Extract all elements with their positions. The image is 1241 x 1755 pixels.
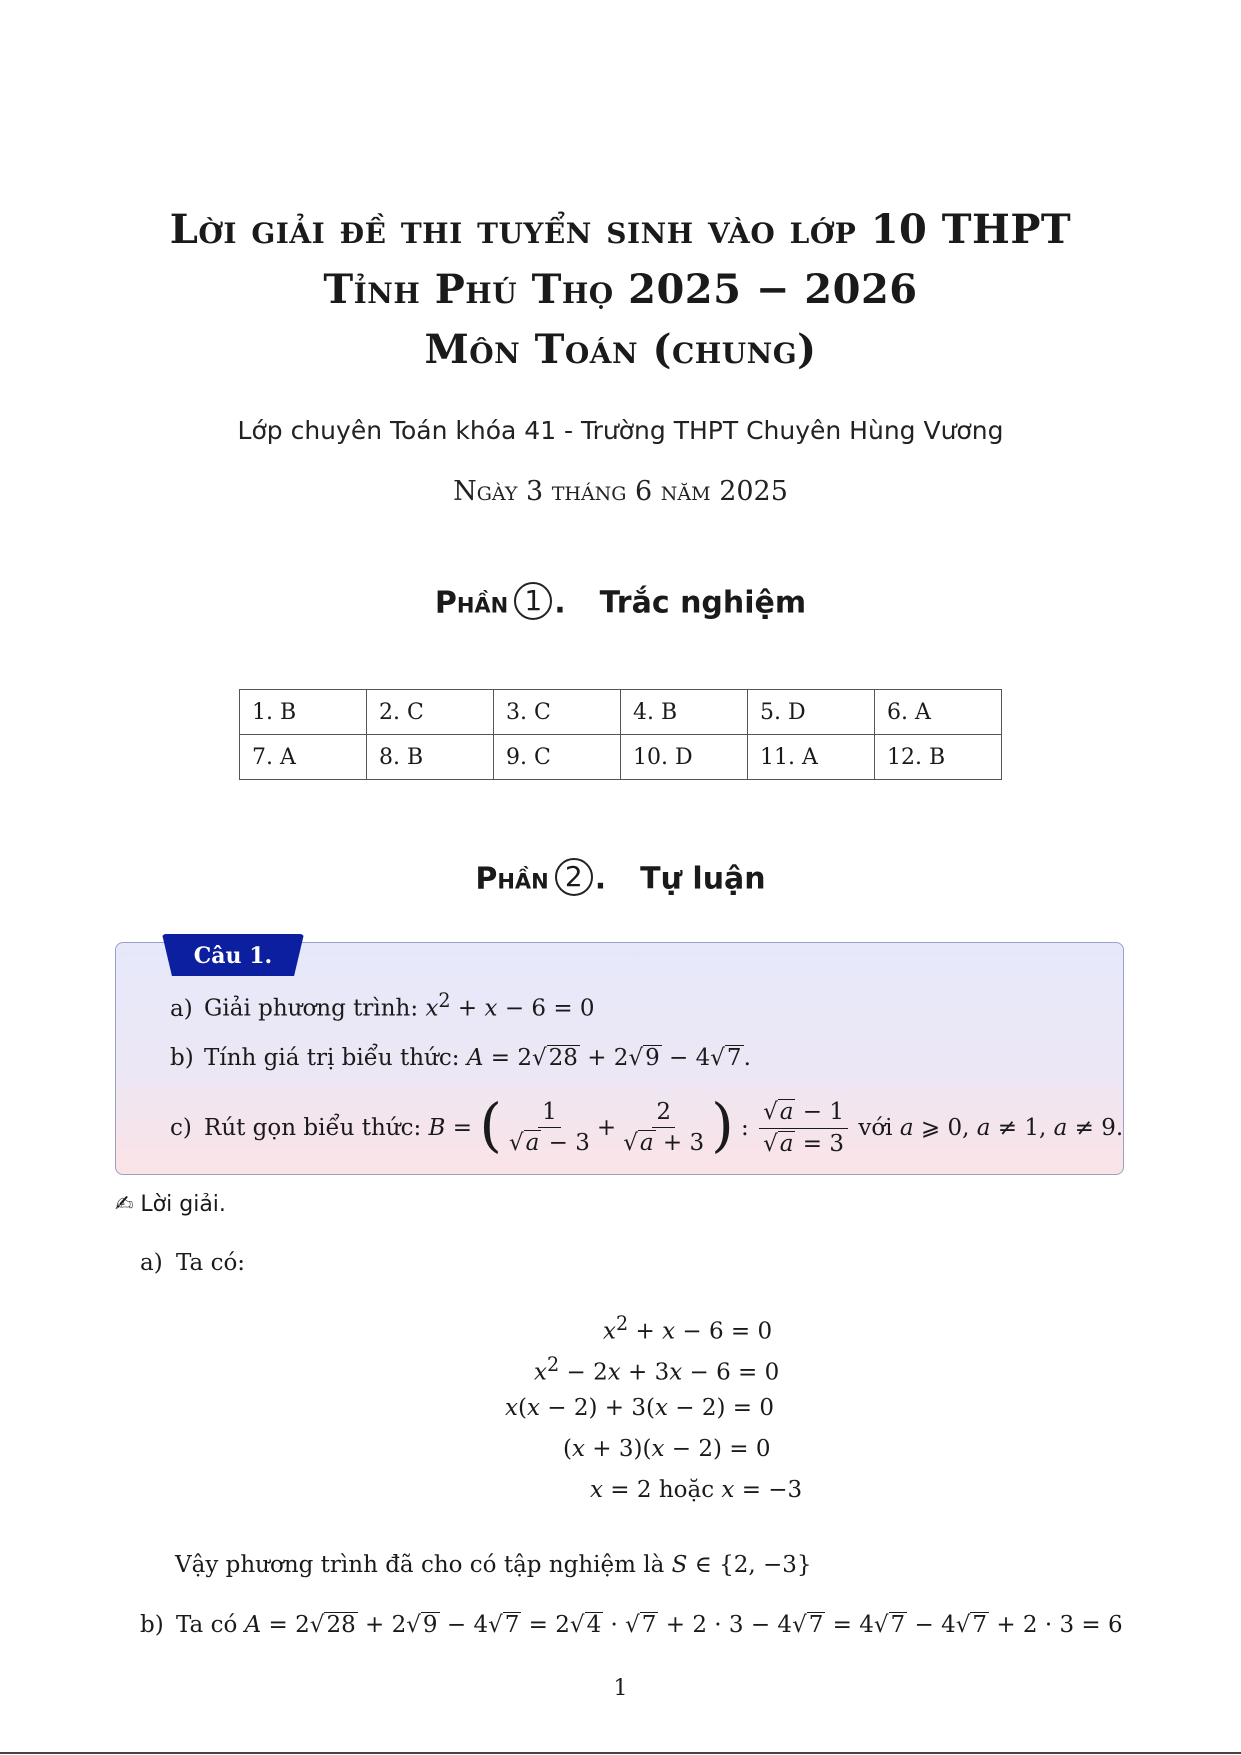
title-line-2: Tỉnh Phú Thọ 2025 − 2026 bbox=[323, 266, 918, 313]
title-line-3: Môn Toán (chung) bbox=[424, 326, 817, 373]
equation-step: x = 2 hoặc x = −3 bbox=[590, 1477, 803, 1503]
answer-cell: 7. A bbox=[240, 735, 367, 780]
answer-cell: 10. D bbox=[621, 735, 748, 780]
equation-step: x(x − 2) + 3(x − 2) = 0 bbox=[505, 1395, 774, 1421]
question-1c: c) Rút gọn biểu thức: B = ( $\frac{1}{√a - 3}$ + $\frac{2}{√a + 3}$ ) : $\frac{√a - 1}{√a = 3}$ với a ⩾ 0, a ≠ 1, a ≠ 9. bbox=[170, 1091, 1124, 1159]
part2-name: Tự luận bbox=[640, 861, 766, 897]
answer-cell: 6. A bbox=[875, 690, 1002, 735]
solution-heading: ✍ Lời giải. bbox=[115, 1192, 226, 1217]
answer-cell: 3. C bbox=[494, 690, 621, 735]
question-1-tab-label: Câu 1. bbox=[193, 943, 273, 969]
solution-a-conclusion: Vậy phương trình đã cho có tập nghiệm là S ∈ {2, −3} bbox=[175, 1552, 812, 1578]
author-line: Lớp chuyên Toán khóa 41 - Trường THPT Chuyên Hùng Vương bbox=[237, 416, 1004, 445]
part1-name: Trắc nghiệm bbox=[599, 585, 807, 621]
answer-cell: 11. A bbox=[748, 735, 875, 780]
question-1a: a) Giải phương trình: $x^2 + x - 6 = 0$ bbox=[170, 989, 595, 1022]
solution-b: b) Ta có A = 2√28 + 2√9 − 4√7 = 2√4 · √7 + 2 · 3 − 4√7 = 4√7 − 4√7 + 2 · 3 = 6 bbox=[140, 1612, 1123, 1638]
bottom-rule bbox=[0, 1752, 1241, 1754]
table-row bbox=[240, 735, 1002, 780]
part1-heading bbox=[0, 585, 1241, 623]
equation-step: $x^2 + x - 6 = 0$ bbox=[603, 1312, 773, 1345]
title-line-1: Lời giải đề thi tuyển sinh vào lớp 10 THPT bbox=[169, 206, 1072, 253]
date-line: Ngày 3 tháng 6 năm 2025 bbox=[453, 476, 788, 507]
document-title bbox=[0, 200, 1241, 380]
part2-prefix: Phần bbox=[475, 861, 549, 897]
part2-dot: . bbox=[594, 861, 607, 897]
page-number: 1 bbox=[613, 1676, 628, 1701]
answer-cell: 2. C bbox=[367, 690, 494, 735]
question-1b: b) Tính giá trị biểu thức: A = 2√28 + 2√9 − 4√7. bbox=[170, 1045, 751, 1071]
equation-step: $x^2 - 2x + 3x - 6 = 0$ bbox=[534, 1353, 780, 1386]
part1-number-circle: 1 bbox=[514, 582, 552, 620]
answer-cell: 5. D bbox=[748, 690, 875, 735]
answer-cell: 1. B bbox=[240, 690, 367, 735]
part1-dot: . bbox=[554, 585, 566, 621]
answer-cell: 4. B bbox=[621, 690, 748, 735]
answer-cell: 8. B bbox=[367, 735, 494, 780]
answer-cell: 12. B bbox=[875, 735, 1002, 780]
answer-cell: 9. C bbox=[494, 735, 621, 780]
solution-a-intro: a) Ta có: bbox=[140, 1250, 246, 1276]
part2-heading bbox=[0, 861, 1241, 899]
part2-number-circle: 2 bbox=[555, 858, 593, 896]
answer-table bbox=[239, 689, 1002, 780]
part1-prefix: Phần bbox=[434, 585, 509, 621]
equation-step: (x + 3)(x − 2) = 0 bbox=[563, 1436, 771, 1462]
table-row bbox=[240, 690, 1002, 735]
